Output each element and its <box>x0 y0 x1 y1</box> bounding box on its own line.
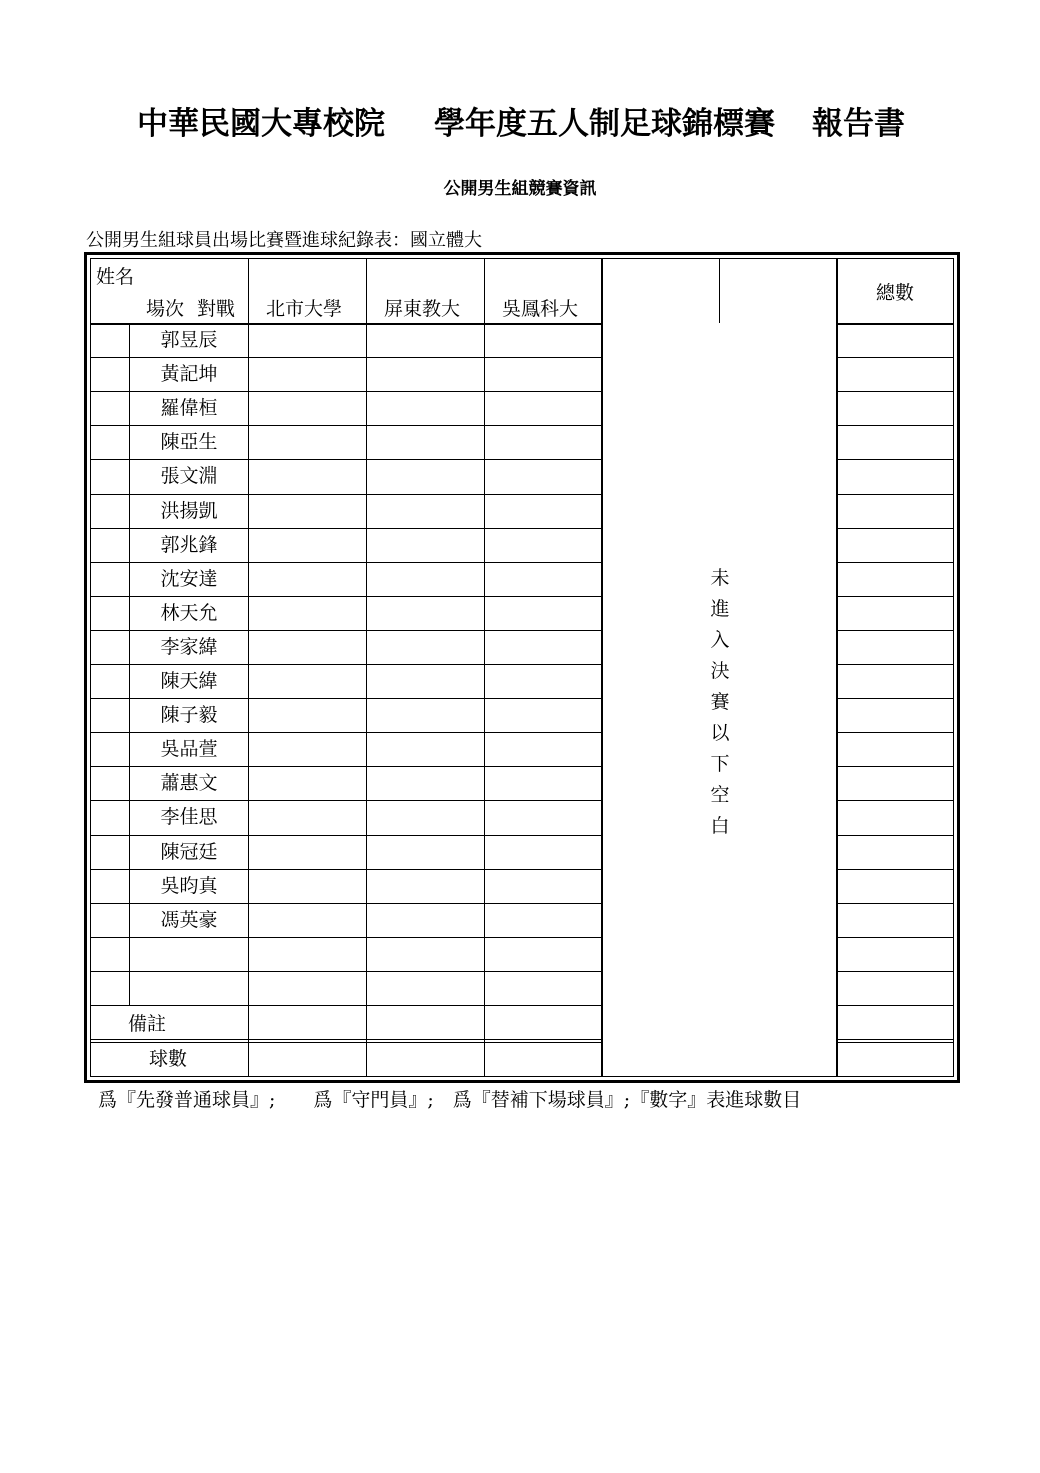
row-line <box>836 425 954 426</box>
row-line <box>90 630 601 631</box>
row-line <box>90 766 601 767</box>
title-part-1: 中華民國大專校院 <box>137 106 385 142</box>
goals-label: 球數 <box>149 1048 188 1070</box>
note-character: 進 <box>710 598 730 620</box>
row-line <box>90 698 601 699</box>
note-character: 賽 <box>710 691 730 713</box>
player-name: 黃記坤 <box>160 363 218 385</box>
player-name: 吳昀真 <box>160 875 218 897</box>
player-name: 張文淵 <box>160 465 218 487</box>
player-name: 沈安達 <box>160 568 218 590</box>
header-opponent-1: 北市大學 <box>266 298 343 320</box>
note-character: 空 <box>710 784 730 806</box>
table-caption: 公開男生組球員出場比賽暨進球紀錄表：國立體大 <box>86 230 482 251</box>
row-line <box>90 494 601 495</box>
player-name: 洪揚凱 <box>160 500 218 522</box>
player-name: 李家緯 <box>160 636 218 658</box>
row-line <box>90 664 601 665</box>
row-line <box>90 835 601 836</box>
row-line <box>90 903 601 904</box>
title-part-3: 報告書 <box>812 106 905 142</box>
row-line <box>836 698 954 699</box>
row-line <box>836 766 954 767</box>
legend-note: 爲『先發普通球員』; 爲『守門員』; 爲『替補下場球員』;『數字』表進球數目 <box>98 1089 802 1111</box>
row-line <box>836 1042 954 1043</box>
note-character: 入 <box>710 629 730 651</box>
row-line <box>90 528 601 529</box>
note-character: 白 <box>710 815 730 837</box>
row-line <box>836 971 954 972</box>
row-line <box>836 903 954 904</box>
player-name: 陳子毅 <box>160 704 218 726</box>
row-line <box>90 391 601 392</box>
row-line <box>90 937 601 938</box>
col-line <box>601 258 603 1076</box>
row-line <box>836 1005 954 1006</box>
row-line <box>90 1039 601 1040</box>
row-line <box>836 630 954 631</box>
col-line <box>836 258 838 1076</box>
note-character: 決 <box>710 660 730 682</box>
col-line <box>248 258 249 1076</box>
header-vs-label: 對戰 <box>197 298 236 320</box>
player-name: 馮英豪 <box>160 909 218 931</box>
player-name: 羅偉桓 <box>160 397 218 419</box>
player-name: 郭昱辰 <box>160 329 218 351</box>
row-line <box>90 1005 601 1006</box>
header-total-label: 總數 <box>876 282 915 304</box>
row-line <box>836 357 954 358</box>
row-line <box>836 835 954 836</box>
header-opponent-3: 吳鳳科大 <box>502 298 579 320</box>
title-part-2: 學年度五人制足球錦標賽 <box>434 106 775 142</box>
row-line <box>836 562 954 563</box>
row-line <box>836 494 954 495</box>
note-character: 以 <box>710 722 730 744</box>
col-line <box>484 258 485 1076</box>
row-line <box>836 1039 954 1040</box>
player-name: 李佳思 <box>160 806 218 828</box>
row-line <box>836 459 954 460</box>
row-line <box>836 391 954 392</box>
row-line <box>90 425 601 426</box>
row-line <box>836 937 954 938</box>
row-line <box>90 562 601 563</box>
remarks-label: 備註 <box>128 1013 167 1035</box>
player-name: 陳亞生 <box>160 431 218 453</box>
col-line <box>719 258 720 323</box>
row-line <box>836 664 954 665</box>
col-line <box>366 258 367 1076</box>
row-line <box>90 357 601 358</box>
row-line <box>836 596 954 597</box>
row-line <box>90 459 601 460</box>
row-line <box>90 971 601 972</box>
page-title <box>0 98 1040 242</box>
note-character: 下 <box>710 753 730 775</box>
player-name: 陳天緯 <box>160 670 218 692</box>
header-round-label: 場次 <box>146 298 185 320</box>
row-line <box>836 869 954 870</box>
page-subtitle: 公開男生組競賽資訊 <box>443 179 597 199</box>
row-line <box>90 800 601 801</box>
player-name: 吳品萱 <box>160 738 218 760</box>
row-line <box>90 323 601 325</box>
player-name: 郭兆鋒 <box>160 534 218 556</box>
row-line <box>836 732 954 733</box>
player-name: 陳冠廷 <box>160 841 218 863</box>
row-line <box>836 800 954 801</box>
row-line <box>836 528 954 529</box>
header-opponent-2: 屏東教大 <box>384 298 461 320</box>
not-advanced-note <box>706 563 734 842</box>
row-line <box>90 1042 601 1043</box>
row-line <box>90 732 601 733</box>
row-line <box>90 869 601 870</box>
header-name-label: 姓名 <box>96 266 135 288</box>
note-character: 未 <box>710 567 730 589</box>
player-name: 蕭惠文 <box>160 772 218 794</box>
row-line <box>836 323 954 325</box>
row-line <box>90 596 601 597</box>
player-name: 林天允 <box>160 602 218 624</box>
